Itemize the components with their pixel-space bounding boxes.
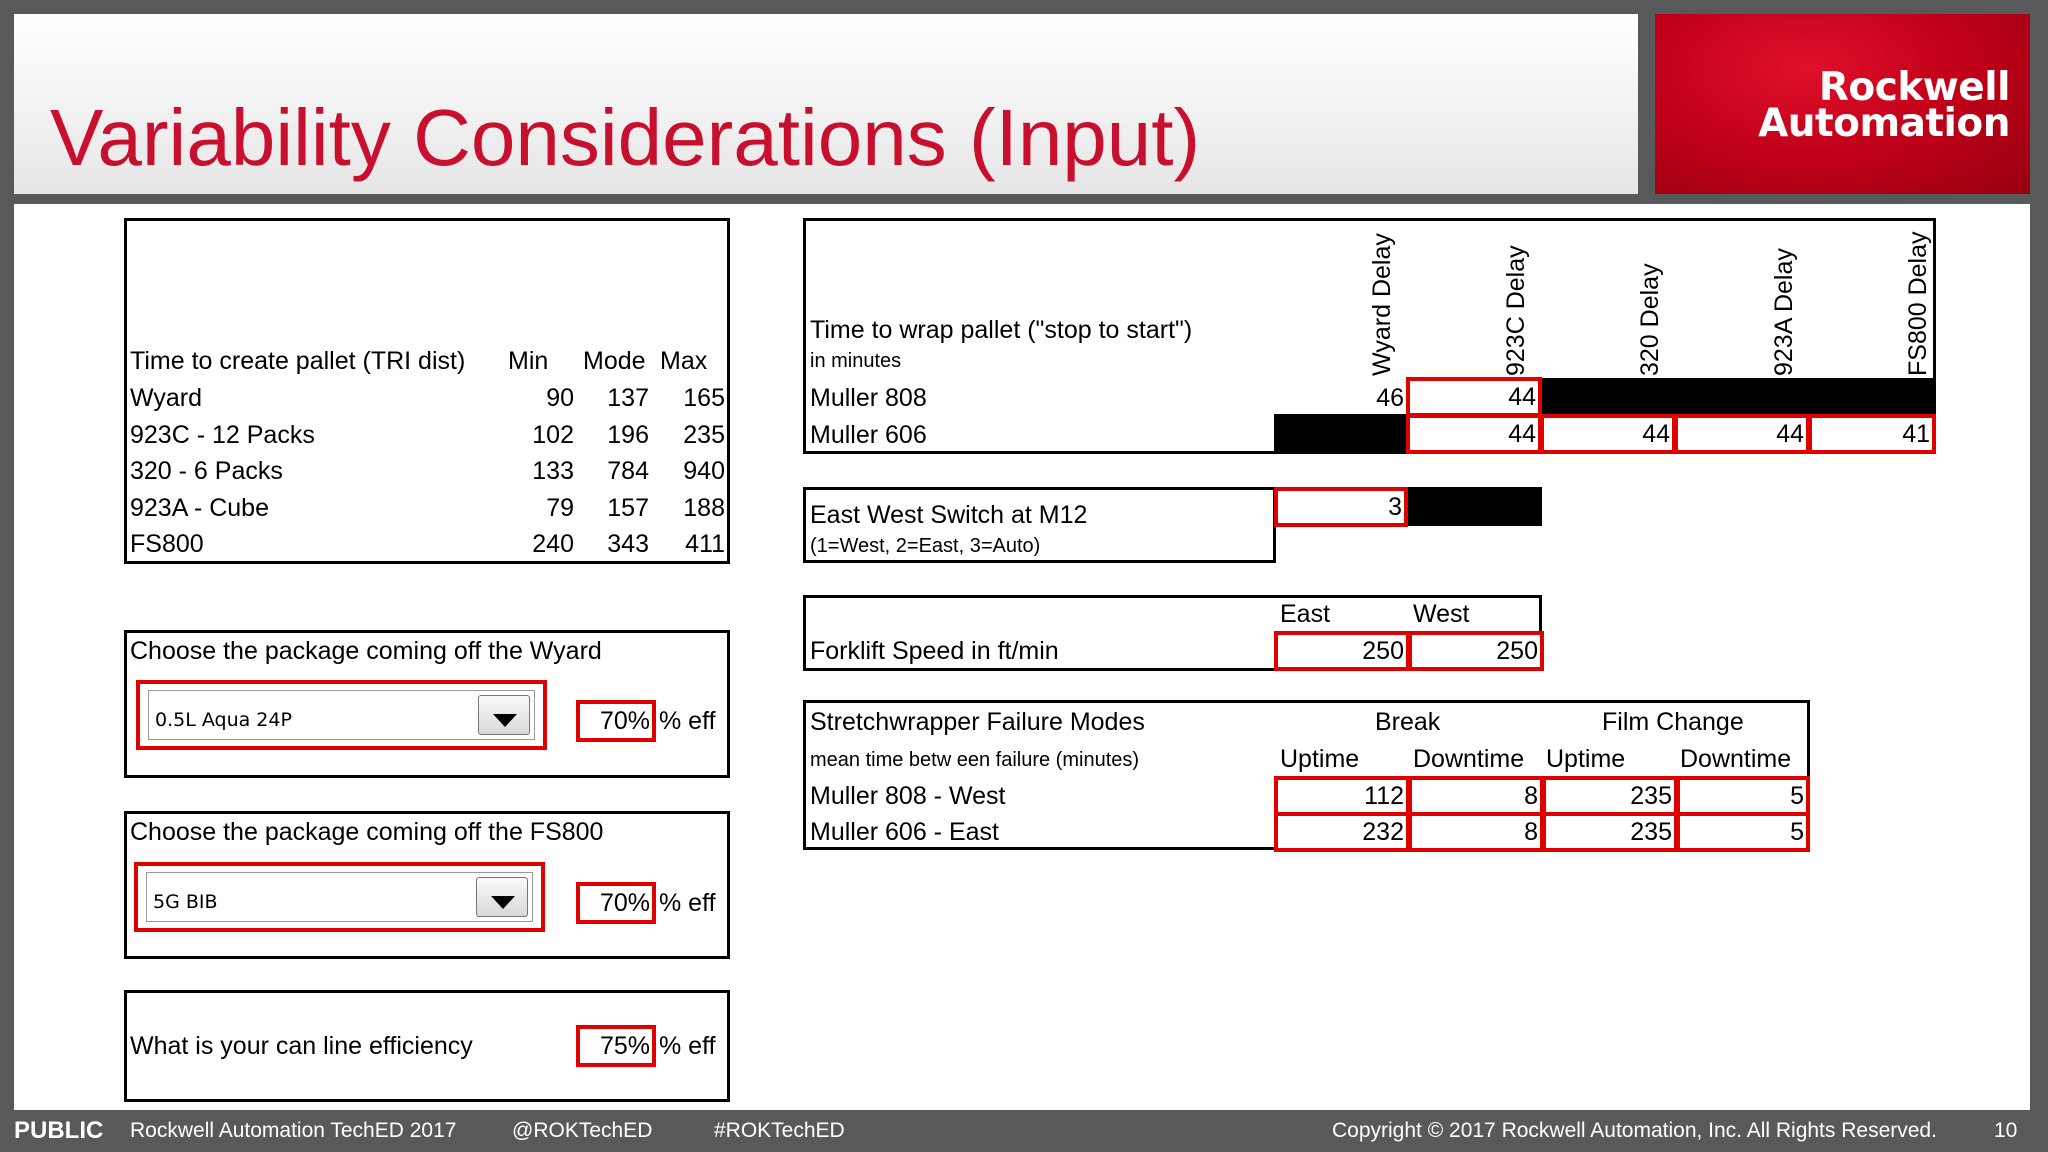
failure-808-film-up[interactable]: 235	[1542, 776, 1678, 816]
wrap-808-923c-input[interactable]: 44	[1406, 377, 1542, 417]
footer-page-number: 10	[1994, 1119, 2018, 1142]
logo-line-1: Rockwell	[1818, 65, 2010, 110]
fs800-eff-input[interactable]: 70%	[576, 882, 656, 924]
pallet-row-mode[interactable]: 137	[607, 384, 649, 412]
failure-606-film-down[interactable]: 5	[1676, 812, 1810, 852]
col-min-header: Min	[508, 347, 549, 375]
col-film-uptime: Uptime	[1546, 745, 1626, 773]
col-break-uptime: Uptime	[1280, 745, 1360, 773]
fs800-eff-unit: % eff	[659, 889, 716, 917]
failure-row-name: Muller 808 - West	[810, 782, 1006, 810]
pallet-row-mode[interactable]: 784	[607, 457, 649, 485]
wrap-table-header: Time to wrap pallet ("stop to start")	[810, 316, 1193, 344]
wyard-eff-unit: % eff	[659, 707, 716, 735]
col-break-downtime: Downtime	[1413, 745, 1525, 773]
pallet-row-max[interactable]: 188	[683, 494, 725, 522]
pallet-row-name: 320 - 6 Packs	[130, 457, 283, 485]
blocked-cells	[1542, 378, 1935, 416]
wyard-eff-input[interactable]: 70%	[576, 700, 656, 742]
wrap-808-wyard[interactable]: 46	[1376, 384, 1404, 412]
col-923a-delay: 923A Delay	[1770, 248, 1798, 376]
footer	[0, 1112, 2048, 1152]
pallet-table-header: Time to create pallet (TRI dist)	[130, 347, 466, 375]
forklift-col-east: East	[1280, 600, 1331, 628]
pallet-row-name: FS800	[130, 530, 204, 558]
blocked-cell	[1274, 414, 1406, 452]
logo-line-2: Automation	[1758, 101, 2010, 146]
failure-header: Stretchwrapper Failure Modes	[810, 708, 1145, 736]
wrap-table-subheader: in minutes	[810, 350, 902, 372]
slide-title: Variability Considerations (Input)	[50, 93, 1201, 182]
wrap-606-fs800-input[interactable]: 41	[1808, 414, 1936, 454]
wrap-606-320-input[interactable]: 44	[1540, 414, 1676, 454]
pallet-row-mode[interactable]: 157	[607, 494, 649, 522]
forklift-col-west: West	[1413, 600, 1470, 628]
pallet-row-name: 923C - 12 Packs	[130, 421, 315, 449]
footer-public: PUBLIC	[14, 1117, 104, 1144]
pallet-row-min[interactable]: 79	[546, 494, 574, 522]
wrap-606-923c-input[interactable]: 44	[1406, 414, 1542, 454]
col-mode-header: Mode	[583, 347, 646, 375]
pallet-row-max[interactable]: 235	[683, 421, 725, 449]
fs800-package-label: Choose the package coming off the FS800	[130, 818, 604, 846]
failure-606-film-up[interactable]: 235	[1542, 812, 1678, 852]
pallet-row-min[interactable]: 102	[532, 421, 574, 449]
switch-label: East West Switch at M12	[810, 501, 1088, 529]
pallet-row-max[interactable]: 411	[685, 530, 725, 558]
failure-row-name: Muller 606 - East	[810, 818, 999, 846]
fs800-package-dropdown[interactable]	[134, 862, 545, 932]
wyard-package-label: Choose the package coming off the Wyard	[130, 637, 602, 665]
footer-copyright: Copyright © 2017 Rockwell Automation, Inc. All Rights Reserved.	[1332, 1119, 1937, 1142]
pallet-row-name: 923A - Cube	[130, 494, 269, 522]
forklift-east-input[interactable]: 250	[1274, 631, 1410, 671]
wrap-row-muller-606: Muller 606	[810, 421, 927, 449]
col-max-header: Max	[660, 347, 708, 375]
failure-808-break-up[interactable]: 112	[1274, 776, 1410, 816]
failure-808-film-down[interactable]: 5	[1676, 776, 1810, 816]
wrap-row-muller-808: Muller 808	[810, 384, 927, 412]
can-line-eff-input[interactable]: 75%	[576, 1025, 656, 1067]
rockwell-logo	[1655, 14, 2030, 194]
pallet-row-mode[interactable]: 196	[607, 421, 649, 449]
switch-sublabel: (1=West, 2=East, 3=Auto)	[810, 535, 1041, 557]
switch-value-input[interactable]: 3	[1274, 487, 1408, 527]
wyard-package-selected: 0.5L Aqua 24P	[155, 709, 292, 731]
can-line-label: What is your can line efficiency	[130, 1032, 473, 1060]
forklift-west-input[interactable]: 250	[1408, 631, 1544, 671]
pallet-row-mode[interactable]: 343	[607, 530, 649, 558]
fs800-package-selected: 5G BIB	[153, 891, 218, 913]
pallet-row-name: Wyard	[130, 384, 203, 412]
pallet-row-max[interactable]: 940	[683, 457, 725, 485]
failure-606-break-up[interactable]: 232	[1274, 812, 1410, 852]
failure-606-break-down[interactable]: 8	[1408, 812, 1544, 852]
pallet-row-min[interactable]: 133	[532, 457, 574, 485]
failure-group-break: Break	[1375, 708, 1441, 736]
pallet-row-max[interactable]: 165	[683, 384, 725, 412]
col-fs800-delay: FS800 Delay	[1904, 231, 1932, 376]
failure-subheader: mean time betw een failure (minutes)	[810, 749, 1140, 771]
chevron-down-icon[interactable]	[478, 695, 530, 735]
failure-808-break-down[interactable]: 8	[1408, 776, 1544, 816]
chevron-down-icon[interactable]	[476, 877, 528, 917]
footer-handle: @ROKTechED	[512, 1119, 653, 1142]
forklift-label: Forklift Speed in ft/min	[810, 637, 1059, 665]
blocked-cell	[1408, 487, 1542, 526]
col-923c-delay: 923C Delay	[1502, 245, 1530, 376]
wyard-package-dropdown[interactable]	[136, 680, 547, 750]
failure-group-film: Film Change	[1602, 708, 1744, 736]
wrap-606-923a-input[interactable]: 44	[1674, 414, 1810, 454]
col-320-delay: 320 Delay	[1636, 263, 1664, 376]
pallet-row-min[interactable]: 240	[532, 530, 574, 558]
col-wyard-delay: Wyard Delay	[1368, 233, 1396, 376]
footer-hashtag: #ROKTechED	[714, 1119, 845, 1142]
can-line-eff-unit: % eff	[659, 1032, 716, 1060]
pallet-row-min[interactable]: 90	[546, 384, 574, 412]
footer-event: Rockwell Automation TechED 2017	[130, 1119, 457, 1142]
title-bar	[14, 14, 1638, 194]
col-film-downtime: Downtime	[1680, 745, 1792, 773]
